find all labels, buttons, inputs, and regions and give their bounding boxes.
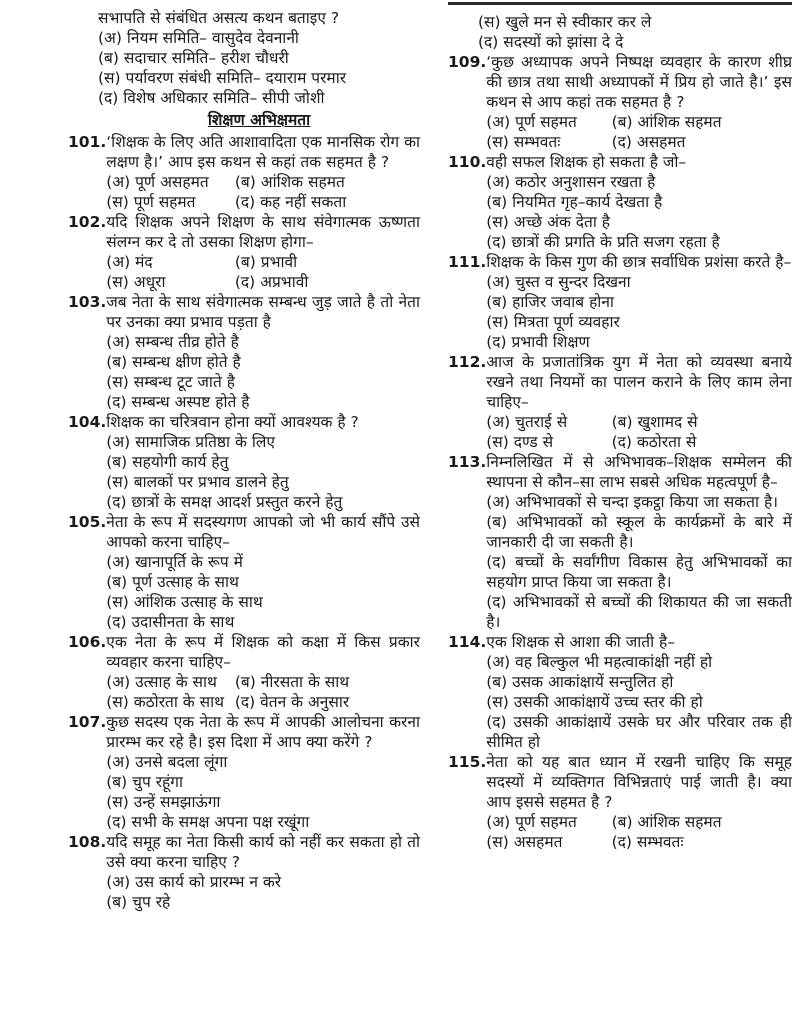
options-list [478, 12, 792, 52]
option-text: अप्रभावी [260, 273, 309, 291]
question-text: वही सफल शिक्षक हो सकता है जो– [486, 153, 687, 171]
option-text: सभी के समक्ष अपना पक्ष रखूंगा [131, 813, 310, 831]
question-body [486, 632, 792, 752]
question-item [68, 412, 420, 512]
option-letter: (ब) [106, 453, 128, 471]
right-questions-list [448, 52, 792, 852]
options-list [106, 552, 420, 632]
question-item [68, 8, 420, 108]
option-letter: (अ) [486, 273, 511, 291]
option-item [486, 512, 792, 552]
option-text: कठोर अनुशासन रखता है [515, 173, 656, 191]
option-letter: (द) [234, 193, 256, 211]
question-number: 113. [448, 453, 487, 471]
option-letter: (अ) [106, 873, 131, 891]
option-letter: (अ) [106, 753, 131, 771]
option-text: उस कार्य को प्रारम्भ न करे [135, 873, 282, 891]
option-item [106, 752, 420, 772]
option-item [486, 232, 792, 252]
question-item [448, 52, 792, 152]
option-row [106, 172, 420, 192]
option-letter: (ब) [234, 673, 256, 691]
option-text: छात्रों की प्रगति के प्रति सजग रहता है [511, 233, 720, 251]
option-item [235, 672, 420, 692]
option-text: आंशिक सहमत [260, 173, 345, 191]
option-letter: (स) [106, 473, 129, 491]
question-number: 111. [448, 253, 487, 271]
option-text: मित्रता पूर्ण व्यवहार [513, 313, 620, 331]
option-letter: (स) [486, 313, 509, 331]
question-item [448, 452, 792, 632]
question-body [106, 292, 420, 412]
option-text: विशेष अधिकार समिति– सीपी जोशी [123, 89, 325, 107]
option-item [486, 432, 611, 452]
option-text: अच्छे अंक देता है [513, 213, 611, 231]
option-item [235, 192, 420, 212]
option-item [612, 132, 792, 152]
option-item [106, 812, 420, 832]
option-text: नीरसता के साथ [260, 673, 350, 691]
option-item [106, 172, 235, 192]
continued-question-block [68, 8, 420, 108]
option-text: प्रभावी [260, 253, 298, 271]
option-text: कठोरता से [636, 433, 697, 451]
question-text: नेता के रूप में सदस्यगण आपको जो भी कार्य सौंपे उसे आपको करना चाहिए– [106, 513, 420, 551]
options-list [98, 28, 420, 108]
question-text: ‘शिक्षक के लिए अति आशावादिता एक मानसिक रोग का लक्षण है।’ आप इस कथन से कहां तक सहमत है ? [106, 133, 420, 171]
option-item [486, 692, 792, 712]
options-list [106, 672, 420, 712]
option-item [106, 792, 420, 812]
option-text: आंशिक सहमत [637, 113, 722, 131]
option-letter: (स) [106, 693, 129, 711]
question-number: 102. [68, 213, 107, 231]
option-letter: (ब) [106, 893, 128, 911]
option-text: सम्भवतः [636, 833, 684, 851]
question-item [68, 292, 420, 412]
option-text: सम्बन्ध टूट जाते है [133, 373, 235, 391]
option-item [486, 712, 792, 752]
option-item [106, 892, 420, 912]
option-letter: (अ) [486, 113, 511, 131]
option-item [486, 192, 792, 212]
option-letter: (द) [611, 833, 632, 851]
option-text: अभिभावकों से बच्चों की शिकायत की जा सकती है। [486, 593, 792, 631]
option-item [486, 592, 792, 632]
question-item [68, 632, 420, 712]
question-item [68, 512, 420, 632]
question-body [106, 132, 420, 212]
option-row [486, 112, 792, 132]
option-letter: (ब) [611, 413, 633, 431]
option-item [106, 372, 420, 392]
question-number: 107. [68, 713, 107, 731]
option-row [106, 672, 420, 692]
option-item [106, 772, 420, 792]
option-item [106, 872, 420, 892]
option-letter: (स) [486, 833, 509, 851]
option-row [106, 252, 420, 272]
option-item [478, 32, 792, 52]
option-text: उनसे बदला लूंगा [135, 753, 228, 771]
option-row [106, 692, 420, 712]
option-letter: (द) [486, 553, 507, 571]
option-text: सहयोगी कार्य हेतु [132, 453, 229, 471]
option-item [106, 252, 235, 272]
option-text: उन्हें समझाऊंगा [133, 793, 221, 811]
question-text: कुछ सदस्य एक नेता के रूप में आपकी आलोचना करना प्रारम्भ कर रहे है। इस दिशा में आप क्या करेंगे ? [106, 713, 420, 751]
options-list [486, 272, 792, 352]
option-item [235, 252, 420, 272]
question-text: यदि शिक्षक अपने शिक्षण के साथ संवेगात्मक ऊष्णता संलग्न कर दे तो उसका शिक्षण होगा– [106, 213, 420, 251]
option-item [486, 272, 792, 292]
question-item [448, 752, 792, 852]
section-heading-row [68, 110, 420, 130]
option-text: सम्बन्ध तीव्र होते है [135, 333, 239, 351]
options-list [486, 492, 792, 632]
options-list [486, 112, 792, 152]
option-text: छात्रों के समक्ष आदर्श प्रस्तुत करने हेतु [131, 493, 343, 511]
option-item [106, 452, 420, 472]
option-item [235, 272, 420, 292]
option-text: असहमत [513, 833, 563, 851]
option-text: चुप रहूंगा [132, 773, 184, 791]
option-letter: (ब) [486, 513, 508, 531]
question-number: 106. [68, 633, 107, 651]
option-letter: (अ) [106, 553, 131, 571]
options-list [486, 412, 792, 452]
option-letter: (द) [106, 493, 127, 511]
option-item [98, 88, 420, 108]
option-item [106, 492, 420, 512]
option-letter: (द) [486, 593, 507, 611]
question-text: यदि समूह का नेता किसी कार्य को नहीं कर सकता हो तो उसे क्या करना चाहिए ? [106, 833, 420, 871]
option-item [98, 68, 420, 88]
option-item [106, 472, 420, 492]
option-text: चुप रहे [132, 893, 171, 911]
option-letter: (ब) [234, 253, 256, 271]
option-text: उत्साह के साथ [135, 673, 217, 691]
question-number: 112. [448, 353, 487, 371]
option-letter: (अ) [106, 433, 131, 451]
question-body [486, 52, 792, 152]
option-letter: (द) [486, 333, 507, 351]
option-letter: (स) [106, 793, 129, 811]
question-text: सभापति से संबंधित असत्य कथन बताइए ? [98, 9, 340, 27]
option-text: खुले मन से स्वीकार कर ले [505, 13, 652, 31]
option-item [106, 332, 420, 352]
options-list [106, 252, 420, 292]
question-body [106, 412, 420, 512]
option-text: हाजिर जवाब होना [512, 293, 614, 311]
option-row [106, 192, 420, 212]
option-text: अभिभावकों से चन्दा इकट्ठा किया जा सकता है। [515, 493, 779, 511]
option-letter: (ब) [106, 773, 128, 791]
option-text: नियमित गृह–कार्य देखता है [512, 193, 663, 211]
question-text: निम्नलिखित में से अभिभावक–शिक्षक सम्मेलन की स्थापना से कौन–सा लाभ सबसे अधिक महत्वपूर्ण है– [486, 453, 792, 491]
option-text: सम्बन्ध क्षीण होते है [132, 353, 241, 371]
option-text: अभिभावकों को स्कूल के कार्यक्रमों के बारे में जानकारी दी जा सकती है। [486, 513, 792, 551]
question-body [106, 632, 420, 712]
option-row [486, 832, 792, 852]
option-letter: (ब) [486, 293, 508, 311]
question-number: 114. [448, 633, 487, 651]
question-number: 103. [68, 293, 107, 311]
option-text: आंशिक उत्साह के साथ [133, 593, 263, 611]
option-text: कठोरता के साथ [133, 693, 225, 711]
question-text: ‘कुछ अध्यापक अपने निष्पक्ष व्यवहार के कारण शीघ्र की छात्र तथा साथी अध्यापकों में प्रिय हो जाते है।’ इस कथन से आप कहां तक सहमत है ? [486, 53, 792, 111]
option-text: पूर्ण असहमत [135, 173, 209, 191]
options-list [106, 432, 420, 512]
option-item [106, 672, 235, 692]
option-item [106, 552, 420, 572]
option-text: मंद [135, 253, 153, 271]
option-text: वह बिल्कुल भी महत्वाकांक्षी नहीं हो [515, 653, 713, 671]
question-item [68, 832, 420, 912]
section-heading: शिक्षण अभिक्षमता [207, 111, 311, 129]
option-text: खानापूर्ति के रूप में [135, 553, 243, 571]
question-body [98, 8, 420, 108]
question-body [486, 452, 792, 632]
page-top-rule [448, 2, 792, 5]
options-list [486, 652, 792, 752]
option-item [478, 12, 792, 32]
option-text: पर्यावरण संबंधी समिति– दयाराम परमार [125, 69, 347, 87]
option-row [486, 812, 792, 832]
option-text: सदाचार समिति– हरीश चौधरी [123, 49, 289, 67]
option-letter: (ब) [611, 113, 633, 131]
option-item [486, 312, 792, 332]
option-letter: (द) [611, 433, 632, 451]
option-letter: (अ) [486, 653, 511, 671]
option-row [486, 412, 792, 432]
left-questions-list [68, 132, 420, 912]
option-letter: (द) [106, 393, 127, 411]
option-item [486, 292, 792, 312]
option-letter: (स) [106, 593, 129, 611]
option-text: बच्चों के सर्वांगीण विकास हेतु अभिभावकों का सहयोग प्राप्त किया जा सकता है। [486, 553, 792, 591]
question-number: 105. [68, 513, 107, 531]
option-text: वेतन के अनुसार [260, 693, 350, 711]
option-text: पूर्ण उत्साह के साथ [132, 573, 239, 591]
two-column-layout [68, 8, 792, 912]
question-number: 104. [68, 413, 107, 431]
option-letter: (स) [106, 373, 129, 391]
question-number: 108. [68, 833, 107, 851]
option-item [106, 592, 420, 612]
option-text: सम्भवतः [513, 133, 561, 151]
option-letter: (स) [486, 213, 509, 231]
option-letter: (द) [478, 33, 499, 51]
option-letter: (द) [486, 233, 507, 251]
question-body [486, 752, 792, 852]
option-letter: (ब) [486, 193, 508, 211]
option-letter: (अ) [106, 253, 131, 271]
option-letter: (स) [486, 433, 509, 451]
question-item [448, 352, 792, 452]
option-letter: (अ) [486, 493, 511, 511]
question-number: 109. [448, 53, 487, 71]
option-text: खुशामद से [637, 413, 698, 431]
option-letter: (अ) [106, 333, 131, 351]
option-letter: (द) [486, 713, 507, 731]
option-letter: (अ) [486, 413, 511, 431]
option-letter: (द) [234, 693, 256, 711]
option-item [486, 112, 611, 132]
option-text: अधूरा [133, 273, 166, 291]
option-letter: (अ) [486, 173, 511, 191]
options-list [486, 172, 792, 252]
option-text: असहमत [636, 133, 686, 151]
question-body [106, 512, 420, 632]
question-number: 110. [448, 153, 487, 171]
option-item [486, 172, 792, 192]
question-item [448, 152, 792, 252]
question-body [486, 352, 792, 452]
option-item [486, 812, 611, 832]
question-body [486, 252, 792, 352]
option-letter: (अ) [98, 29, 122, 47]
option-item [98, 28, 420, 48]
question-item [68, 712, 420, 832]
option-text: उदासीनता के साथ [131, 613, 235, 631]
option-letter: (द) [611, 133, 632, 151]
option-letter: (स) [106, 193, 129, 211]
option-item [612, 812, 792, 832]
option-item [106, 352, 420, 372]
option-text: पूर्ण सहमत [515, 813, 577, 831]
option-text: सदस्यों को झांसा दे दे [503, 33, 624, 51]
option-letter: (अ) [486, 813, 511, 831]
options-list [486, 812, 792, 852]
option-text: नियम समिति– वासुदेव देवनानी [126, 29, 299, 47]
option-item [486, 492, 792, 512]
option-item [486, 652, 792, 672]
option-item [106, 692, 235, 712]
option-item [486, 212, 792, 232]
option-text: पूर्ण सहमत [133, 193, 196, 211]
option-letter: (द) [106, 813, 127, 831]
question-body [106, 712, 420, 832]
option-text: उसकी आकांक्षायें उच्च स्तर की हो [513, 693, 703, 711]
left-column [68, 8, 420, 912]
question-body [106, 832, 420, 912]
option-row [106, 272, 420, 292]
question-body [106, 212, 420, 292]
options-list [106, 172, 420, 212]
question-text: शिक्षक के किस गुण की छात्र सर्वाधिक प्रशंसा करते है– [486, 253, 792, 271]
option-text: आंशिक सहमत [637, 813, 722, 831]
option-text: उसकी आकांक्षायें उसके घर और परिवार तक ही सीमित हो [486, 713, 792, 751]
question-text: शिक्षक का चरित्रवान होना क्यों आवश्यक है ? [106, 413, 359, 431]
option-letter: (स) [486, 133, 509, 151]
question-item [68, 132, 420, 212]
option-item [486, 412, 611, 432]
option-letter: (ब) [611, 813, 633, 831]
question-text: जब नेता के साथ संवेगात्मक सम्बन्ध जुड़ जाते है तो नेता पर उनका क्या प्रभाव पड़ता है [106, 293, 420, 331]
option-text: चुस्त व सुन्दर दिखना [515, 273, 631, 291]
options-list [106, 752, 420, 832]
option-letter: (अ) [106, 173, 131, 191]
option-letter: (द) [98, 89, 119, 107]
option-letter: (स) [486, 693, 509, 711]
option-letter: (ब) [98, 49, 119, 67]
option-item [235, 692, 420, 712]
option-text: सामाजिक प्रतिष्ठा के लिए [135, 433, 275, 451]
question-body [486, 152, 792, 252]
question-text: नेता को यह बात ध्यान में रखनी चाहिए कि समूह सदस्यों में व्यक्तिगत विभिन्नताएं पाई जाती है। क्या आप इससे सहमत है ? [486, 753, 792, 811]
options-list [106, 332, 420, 412]
option-letter: (ब) [486, 673, 508, 691]
question-text: एक शिक्षक से आशा की जाती है– [486, 633, 675, 651]
option-letter: (अ) [106, 673, 131, 691]
option-item [612, 112, 792, 132]
option-letter: (द) [234, 273, 256, 291]
option-text: प्रभावी शिक्षण [511, 333, 590, 351]
question-number: 115. [448, 753, 487, 771]
option-letter: (स) [106, 273, 129, 291]
option-item [106, 572, 420, 592]
options-list [106, 872, 420, 912]
option-item [612, 412, 792, 432]
option-letter: (द) [106, 613, 127, 631]
option-text: बालकों पर प्रभाव डालने हेतु [133, 473, 289, 491]
option-item [106, 612, 420, 632]
option-item [106, 392, 420, 412]
option-letter: (स) [98, 69, 121, 87]
option-item [98, 48, 420, 68]
option-letter: (ब) [106, 573, 128, 591]
question-text: आज के प्रजातांत्रिक युग में नेता को व्यवस्था बनाये रखने तथा नियमों का पालन कराने के लिए काम लेना चाहिए– [486, 353, 792, 411]
option-letter: (ब) [234, 173, 256, 191]
option-text: चुतराई से [515, 413, 568, 431]
question-item [448, 252, 792, 352]
option-item [106, 432, 420, 452]
option-text: दण्ड से [513, 433, 554, 451]
question-item [448, 12, 792, 52]
option-text: सम्बन्ध अस्पष्ट होते है [131, 393, 250, 411]
question-item [68, 212, 420, 292]
option-row [486, 432, 792, 452]
option-item [486, 672, 792, 692]
option-text: कह नहीं सकता [260, 193, 347, 211]
option-item [612, 832, 792, 852]
right-column [448, 8, 792, 912]
option-item [235, 172, 420, 192]
option-item [486, 332, 792, 352]
option-row [486, 132, 792, 152]
question-number: 101. [68, 133, 107, 151]
option-item [486, 832, 611, 852]
option-text: उसक आकांक्षायें सन्तुलित हो [512, 673, 674, 691]
option-item [106, 272, 235, 292]
option-letter: (ब) [106, 353, 128, 371]
option-text: पूर्ण सहमत [515, 113, 577, 131]
option-letter: (स) [478, 13, 501, 31]
question-text: एक नेता के रूप में शिक्षक को कक्षा में किस प्रकार व्यवहार करना चाहिए– [106, 633, 420, 671]
question-item [448, 632, 792, 752]
option-item [106, 192, 235, 212]
option-item [486, 132, 611, 152]
continued-options-block [448, 12, 792, 52]
option-item [612, 432, 792, 452]
option-item [486, 552, 792, 592]
question-body [478, 12, 792, 52]
